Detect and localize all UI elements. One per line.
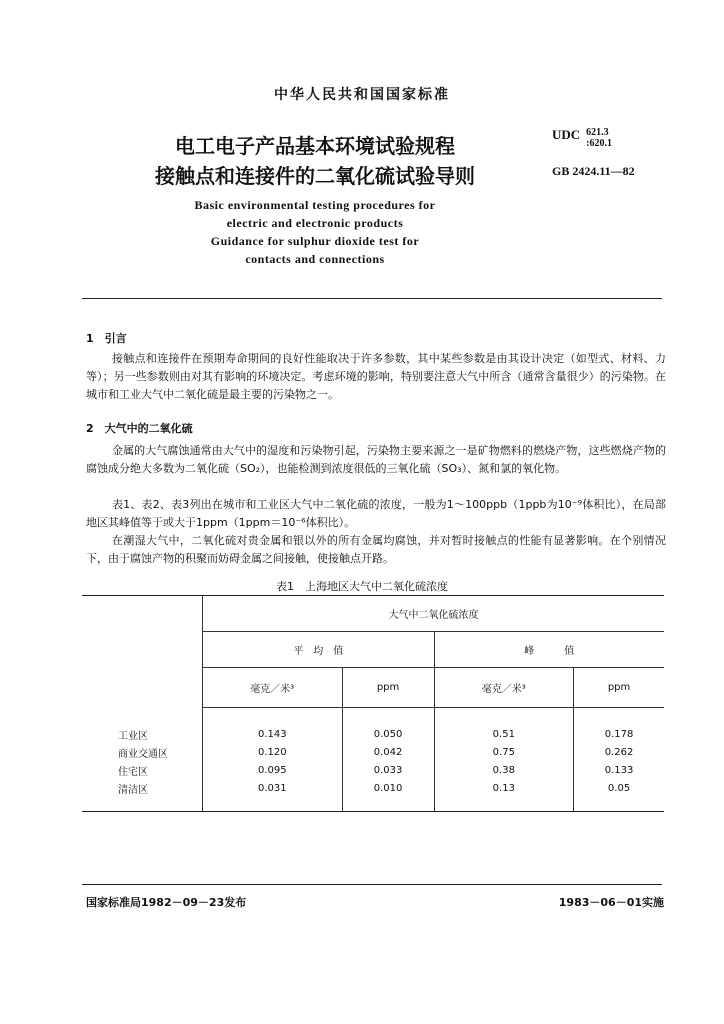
value-cell: 0.38 — [434, 762, 574, 780]
udc-code — [552, 127, 612, 149]
issuing-standard-name: 中华人民共和国国家标准 — [274, 87, 450, 103]
section-2-paragraph-3: 在潮湿大气中，二氧化硫对贵金属和银以外的所有金属均腐蚀，并对暂时接触点的性能有显著影响。在个别情况下，由于腐蚀产物的积聚而妨碍金属之间接触，使接触点开路。 — [86, 534, 666, 565]
area-cell: 清洁区 — [118, 785, 148, 796]
value-cell: 0.51 — [434, 726, 574, 744]
value-cell: 0.095 — [203, 762, 343, 780]
section-2-paragraph-2: 表1、表2、表3列出在城市和工业区大气中二氧化硫的浓度，一般为1～100ppb（1ppb为10⁻⁹体积比），在局部地区其峰值等于或大于1ppm（1ppm＝10⁻⁶体积比）。 — [86, 498, 666, 529]
table-row — [82, 726, 664, 744]
unit-header: 毫克／米³ — [434, 668, 574, 708]
value-cell: 0.05 — [574, 780, 664, 798]
table-1-caption: 表1 上海地区大气中二氧化硫浓度 — [276, 580, 448, 593]
table-1 — [82, 595, 664, 812]
udc-code-2: :620.1 — [586, 138, 613, 149]
table-header-row — [82, 596, 664, 632]
value-cell: 0.050 — [342, 726, 434, 744]
section-2-paragraph-1: 金属的大气腐蚀通常由大气中的湿度和污染物引起，污染物主要来源之一是矿物燃料的燃烧产物，这些燃烧产物的腐蚀成分绝大多数为二氧化硫（SO₂），也能检测到浓度很低的三氧化硫（SO₃）、氮和氯的氧化物。 — [86, 444, 666, 475]
value-cell: 0.031 — [203, 780, 343, 798]
gb-code: GB 2424.11—82 — [552, 164, 635, 178]
area-cell: 住宅区 — [118, 767, 148, 778]
issue-date: 国家标准局1982－09－23发布 — [86, 896, 247, 909]
header-divider — [82, 298, 662, 299]
english-title-line4: contacts and connections — [245, 252, 385, 266]
value-cell: 0.010 — [342, 780, 434, 798]
value-cell: 0.13 — [434, 780, 574, 798]
udc-label: UDC — [552, 127, 581, 142]
table-row — [82, 780, 664, 798]
table-group-header: 大气中二氧化硫浓度 — [203, 596, 665, 632]
section-1-paragraph: 接触点和连接件在预期寿命期间的良好性能取决于许多参数，其中某些参数是由其设计决定（如型式、材料、力等）；另一些参数则由对其有影响的环境决定。考虑环境的影响，特别要注意大气中所含（通常含量很少）的污染物。在城市和工业大气中二氧化硫是最主要的污染物之一。 — [86, 352, 666, 401]
value-cell: 0.042 — [342, 744, 434, 762]
effective-date: 1983－06－01实施 — [558, 896, 664, 909]
value-cell: 0.75 — [434, 744, 574, 762]
document-title-line2: 接触点和连接件的二氧化硫试验导则 — [155, 164, 475, 188]
value-cell: 0.133 — [574, 762, 664, 780]
table-corner-cell — [82, 596, 203, 708]
unit-header: 毫克／米³ — [203, 668, 343, 708]
value-cell: 0.143 — [203, 726, 343, 744]
value-cell: 0.120 — [203, 744, 343, 762]
unit-header: ppm — [342, 668, 434, 708]
footer-divider — [82, 884, 662, 885]
english-title-line3: Guidance for sulphur dioxide test for — [210, 234, 420, 248]
peak-header: 峰 值 — [434, 632, 664, 668]
english-title-line1: Basic environmental testing procedures for — [194, 198, 436, 212]
english-title-line2: electric and electronic products — [226, 216, 404, 230]
value-cell: 0.262 — [574, 744, 664, 762]
document-title-line1: 电工电子产品基本环境试验规程 — [175, 134, 455, 158]
value-cell: 0.178 — [574, 726, 664, 744]
table-row — [82, 762, 664, 780]
section-2-heading: 2 大气中的二氧化硫 — [86, 422, 193, 435]
unit-header: ppm — [574, 668, 664, 708]
section-1-heading: 1 引言 — [86, 332, 127, 345]
udc-code-1: 621.3 — [586, 127, 609, 138]
area-cell: 商业交通区 — [118, 749, 168, 760]
area-cell: 工业区 — [118, 731, 148, 742]
table-row — [82, 744, 664, 762]
value-cell: 0.033 — [342, 762, 434, 780]
avg-header: 平 均 值 — [203, 632, 435, 668]
